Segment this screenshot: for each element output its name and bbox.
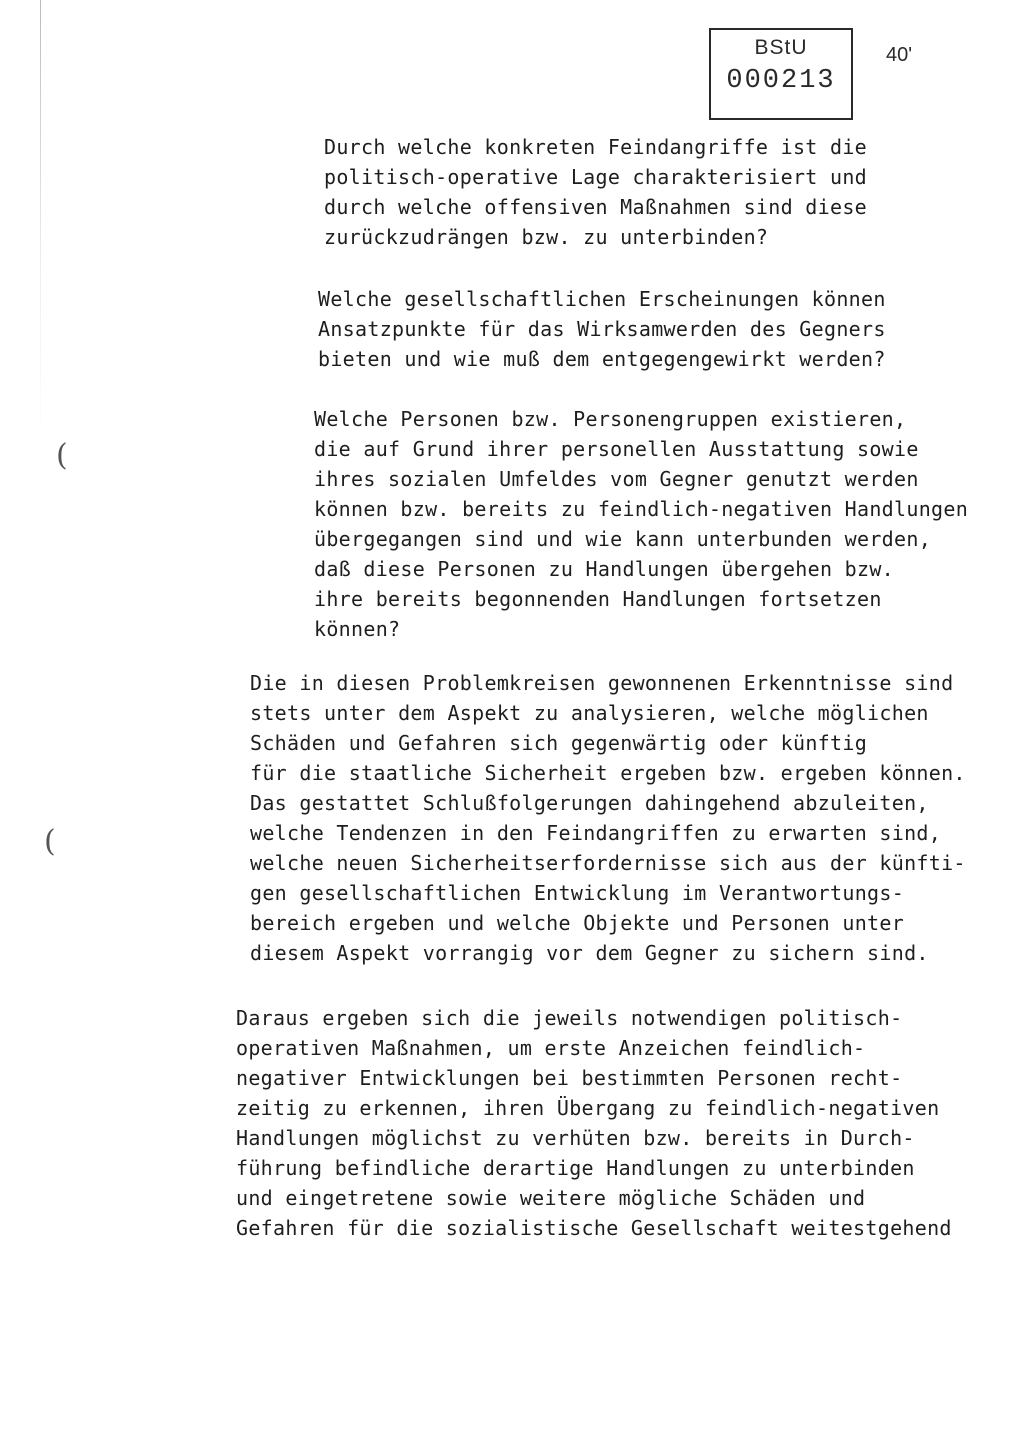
text-line: Gefahren für die sozialistische Gesellschaft weitestgehend	[236, 1216, 952, 1240]
text-line: zurückzudrängen bzw. zu unterbinden?	[324, 225, 769, 249]
text-line: daß diese Personen zu Handlungen übergehen bzw.	[314, 557, 895, 581]
text-line: negativer Entwicklungen bei bestimmten Personen recht-	[236, 1066, 903, 1090]
text-line: und eingetretene sowie weitere mögliche Schäden und	[236, 1186, 866, 1210]
text-line: Welche gesellschaftlichen Erscheinungen können	[318, 287, 886, 311]
text-line: operativen Maßnahmen, um erste Anzeichen feindlich-	[236, 1036, 866, 1060]
text-line: bieten und wie muß dem entgegengewirkt werden?	[318, 347, 886, 371]
question-paragraph-3	[314, 404, 968, 644]
text-line: welche Tendenzen in den Feindangriffen zu erwarten sind,	[250, 821, 942, 845]
text-line: politisch-operative Lage charakterisiert und	[324, 165, 868, 189]
punch-hole-mark: (	[56, 438, 68, 473]
question-paragraph-1	[324, 132, 867, 252]
text-line: Welche Personen bzw. Personengruppen existieren,	[314, 407, 907, 431]
text-line: Die in diesen Problemkreisen gewonnenen Erkenntnisse sind	[250, 671, 954, 695]
text-line: die auf Grund ihrer personellen Ausstattung sowie	[314, 437, 919, 461]
text-line: ihres sozialen Umfeldes vom Gegner genutzt werden	[314, 467, 919, 491]
margin-line	[40, 0, 41, 440]
text-line: Schäden und Gefahren sich gegenwärtig oder künftig	[250, 731, 868, 755]
text-line: welche neuen Sicherheitserfordernisse sich aus der künfti-	[250, 851, 966, 875]
text-line: zeitig zu erkennen, ihren Übergang zu feindlich-negativen	[236, 1096, 940, 1120]
text-line: können bzw. bereits zu feindlich-negativen Handlungen	[314, 497, 969, 521]
punch-hole-mark: (	[44, 824, 56, 859]
stamp-number: 000213	[726, 66, 836, 96]
text-line: können?	[314, 617, 401, 641]
text-line: Daraus ergeben sich die jeweils notwendigen politisch-	[236, 1006, 903, 1030]
archive-stamp	[709, 28, 853, 120]
text-line: Durch welche konkreten Feindangriffe ist die	[324, 135, 868, 159]
body-paragraph-2	[236, 1003, 952, 1243]
text-line: Handlungen möglichst zu verhüten bzw. bereits in Durch-	[236, 1126, 915, 1150]
text-line: übergegangen sind und wie kann unterbunden werden,	[314, 527, 932, 551]
text-line: gen gesellschaftlichen Entwicklung im Verantwortungs-	[250, 881, 905, 905]
text-line: führung befindliche derartige Handlungen zu unterbinden	[236, 1156, 915, 1180]
text-line: bereich ergeben und welche Objekte und Personen unter	[250, 911, 905, 935]
text-line: für die staatliche Sicherheit ergeben bzw. ergeben können.	[250, 761, 966, 785]
text-line: diesem Aspekt vorrangig vor dem Gegner zu sichern sind.	[250, 941, 929, 965]
text-line: stets unter dem Aspekt zu analysieren, welche möglichen	[250, 701, 929, 725]
stamp-label: BStU	[754, 36, 808, 59]
page-number: 40'	[886, 44, 913, 66]
text-line: durch welche offensiven Maßnahmen sind diese	[324, 195, 868, 219]
text-line: Ansatzpunkte für das Wirksamwerden des Gegners	[318, 317, 886, 341]
text-line: Das gestattet Schlußfolgerungen dahingehend abzuleiten,	[250, 791, 929, 815]
body-paragraph-1	[250, 668, 966, 968]
question-paragraph-2	[318, 284, 886, 374]
text-line: ihre bereits begonnenden Handlungen fortsetzen	[314, 587, 882, 611]
